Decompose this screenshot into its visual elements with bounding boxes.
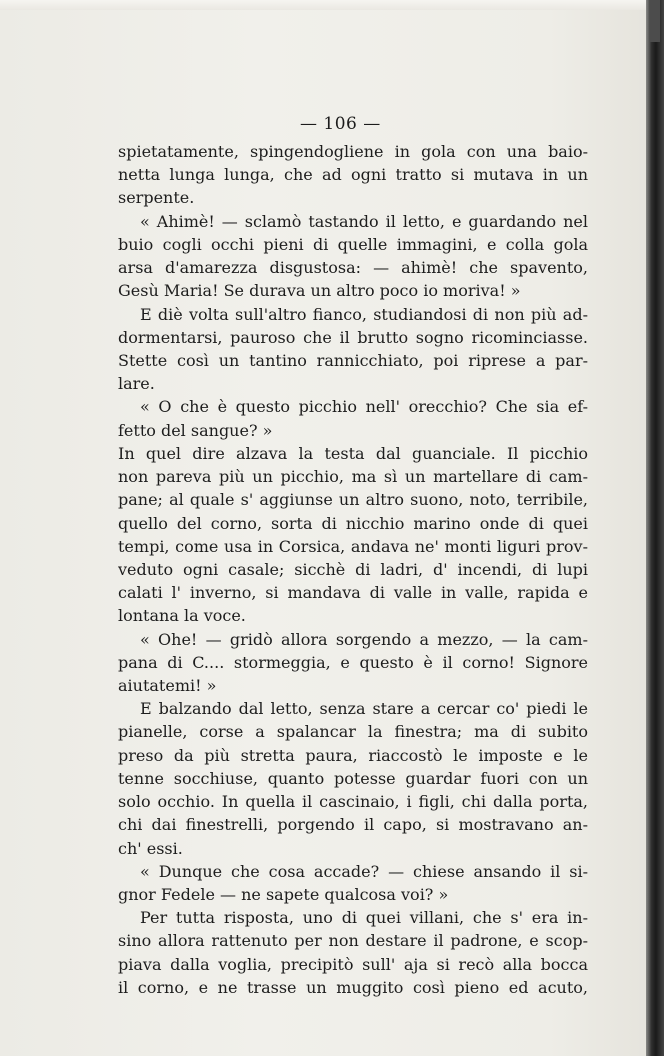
text-line-6: arsa d'amarezza disgustosa: — ahimè! che spavento, — [118, 258, 588, 278]
text-line-36: piava dalla voglia, precipitò sull' aja si recò alla bocca — [118, 954, 588, 974]
body-text — [118, 140, 588, 999]
text-line-35: sino allora rattenuto per non destare il padrone, e scop- — [118, 931, 588, 951]
text-line-26: pianelle, corse a spalancar la finestra; ma di subito — [118, 722, 588, 742]
text-line-24: aiutatemi! » — [118, 676, 217, 696]
text-line-8: E diè volta sull'altro fianco, studiandosi di non più ad- — [140, 304, 588, 324]
text-line-7: Gesù Maria! Se durava un altro poco io moriva! » — [118, 281, 521, 301]
text-line-15: non pareva più un picchio, ma sì un martellare di cam- — [118, 467, 588, 487]
text-line-12: « O che è questo picchio nell' orecchio? Che sia ef- — [140, 397, 588, 417]
text-line-11: lare. — [118, 374, 155, 394]
text-line-5: buio cogli occhi pieni di quelle immagini, e colla gola — [118, 234, 588, 254]
text-line-10: Stette così un tantino rannicchiato, poi riprese a par- — [118, 350, 588, 370]
text-line-4: « Ahimè! — sclamò tastando il letto, e guardando nel — [140, 211, 588, 231]
book-spine-shadow — [646, 0, 664, 1056]
text-line-23: pana di C.... stormeggia, e questo è il corno! Signore — [118, 652, 588, 672]
text-line-34: Per tutta risposta, uno di quei villani, che s' era in- — [140, 908, 588, 928]
text-line-1: spietatamente, spingendogliene in gola con una baio- — [118, 142, 588, 161]
text-line-2: netta lunga lunga, che ad ogni tratto si mutava in un — [118, 165, 588, 185]
text-line-31: ch' essi. — [118, 838, 183, 858]
spine-notch — [650, 0, 660, 42]
text-line-32: « Dunque che cosa accade? — chiese ansando il si- — [140, 861, 588, 881]
text-line-14: In quel dire alzava la testa dal guanciale. Il picchio — [118, 443, 588, 463]
page-top-edge — [0, 0, 664, 10]
text-line-16: pane; al quale s' aggiunse un altro suono, noto, terribile, — [118, 490, 588, 510]
text-line-9: dormentarsi, pauroso che il brutto sogno ricominciasse. — [118, 327, 588, 347]
text-line-21: lontana la voce. — [118, 606, 246, 626]
text-line-18: tempi, come usa in Corsica, andava ne' monti liguri prov- — [118, 536, 588, 556]
text-line-25: E balzando dal letto, senza stare a cercar co' piedi le — [140, 699, 588, 719]
text-line-37: il corno, e ne trasse un muggito così pieno ed acuto, — [118, 977, 588, 997]
text-line-28: tenne socchiuse, quanto potesse guardar fuori con un — [118, 768, 588, 788]
text-line-20: calati l' inverno, si mandava di valle in valle, rapida e — [118, 583, 588, 603]
page-number: — 106 — — [300, 114, 381, 134]
text-line-29: solo occhio. In quella il cascinaio, i figli, chi dalla porta, — [118, 792, 588, 812]
text-line-13: fetto del sangue? » — [118, 420, 273, 440]
text-line-19: veduto ogni casale; sicchè di ladri, d' incendi, di lupi — [118, 559, 588, 579]
text-line-3: serpente. — [118, 188, 195, 208]
text-line-22: « Ohe! — gridò allora sorgendo a mezzo, — la cam- — [140, 629, 588, 649]
text-line-27: preso da più stretta paura, riaccostò le imposte e le — [118, 745, 588, 765]
text-line-17: quello del corno, sorta di nicchio marino onde di quei — [118, 513, 588, 533]
text-line-30: chi dai finestrelli, porgendo il capo, si mostravano an- — [118, 815, 588, 835]
text-line-33: gnor Fedele — ne sapete qualcosa voi? » — [118, 885, 449, 904]
